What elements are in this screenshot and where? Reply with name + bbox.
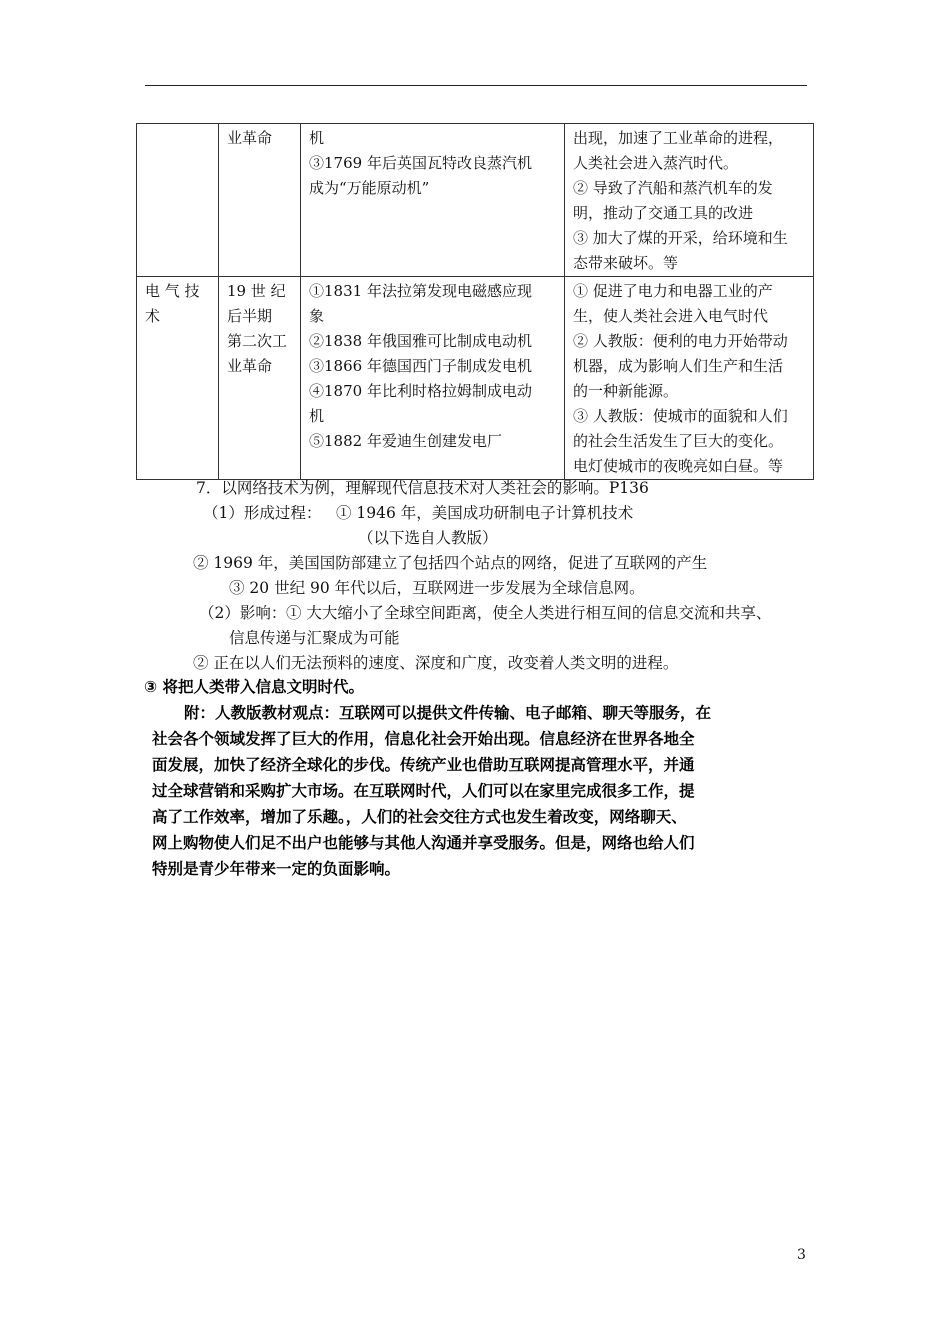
formation-item-3: ③ 20 世纪 90 年代以后，互联网进一步发展为全球信息网。 bbox=[229, 579, 645, 597]
impact-label: （2）影响： bbox=[199, 604, 287, 622]
note-line: 网上购物使人们足不出户也能够与其他人沟通并享受服务。但是，网络也给人们 bbox=[152, 834, 695, 852]
table-cell-field bbox=[137, 124, 219, 277]
impact-item-2: ② 正在以人们无法预料的速度、深度和广度，改变着人类文明的进程。 bbox=[193, 654, 679, 672]
impact-item-1-cont: 信息传递与汇聚成为可能 bbox=[229, 629, 400, 647]
formation-label: （1）形成过程： bbox=[203, 504, 322, 522]
textbook-note bbox=[144, 674, 792, 882]
history-table bbox=[136, 123, 814, 480]
formation-item-2: ② 1969 年，美国国防部建立了包括四个站点的网络，促进了互联网的产生 bbox=[193, 554, 708, 572]
table-cell-time: 业革命 bbox=[219, 124, 301, 277]
section-7-heading: 7．以网络技术为例，理解现代信息技术对人类社会的影响。P136 bbox=[196, 479, 649, 497]
note-line: 社会各个领域发挥了巨大的作用，信息化社会开始出现。信息经济在世界各地全 bbox=[152, 730, 695, 748]
impact-item-1: ① 大大缩小了全球空间距离，使全人类进行相互间的信息交流和共享、 bbox=[286, 604, 772, 622]
table-cell-time: 19 世 纪 后半期 第二次工 业革命 bbox=[219, 277, 301, 480]
formation-note: （以下选自人教版） bbox=[358, 529, 498, 547]
impact-item-3: ③ 将把人类带入信息文明时代。 bbox=[144, 678, 365, 696]
note-line: 面发展，加快了经济全球化的步伐。传统产业也借助互联网提高管理水平，并通 bbox=[152, 756, 695, 774]
page-number: 3 bbox=[797, 1247, 806, 1263]
header-rule bbox=[145, 85, 807, 86]
table-cell-impact: ① 促进了电力和电器工业的产 生，使人类社会进入电气时代 ② 人教版：便利的电力开始带动 机器，成为影响人们生产和生活 的一种新能源。 ③ 人教版：使城市的面貌和人们 的社会生活发生了巨大的变化。 电灯使城市的夜晚亮如白昼。等 bbox=[565, 277, 814, 480]
table-cell-field: 电 气 技 术 bbox=[137, 277, 219, 480]
table-row bbox=[137, 124, 814, 277]
note-line: 特别是青少年带来一定的负面影响。 bbox=[152, 860, 401, 878]
table-row bbox=[137, 277, 814, 480]
note-line: 高了工作效率，增加了乐趣。，人们的社会交往方式也发生着改变，网络聊天、 bbox=[152, 808, 687, 826]
table-cell-events: 机 ③1769 年后英国瓦特改良蒸汽机 成为“万能原动机” bbox=[301, 124, 565, 277]
formation-item-1: ① 1946 年，美国成功研制电子计算机技术 bbox=[336, 504, 634, 522]
table-cell-events: ①1831 年法拉第发现电磁感应现 象 ②1838 年俄国雅可比制成电动机 ③1866 年德国西门子制成发电机 ④1870 年比利时格拉姆制成电动 机 ⑤1882 年爱迪生创建发电厂 bbox=[301, 277, 565, 480]
note-line: 附：人教版教材观点：互联网可以提供文件传输、电子邮箱、聊天等服务，在 bbox=[184, 704, 712, 722]
table-cell-impact: 出现，加速了工业革命的进程， 人类社会进入蒸汽时代。 ② 导致了汽船和蒸汽机车的发 明，推动了交通工具的改进 ③ 加大了煤的开采，给环境和生 态带来破坏。等 bbox=[565, 124, 814, 277]
note-line: 过全球营销和采购扩大市场。在互联网时代，人们可以在家里完成很多工作，提 bbox=[152, 782, 695, 800]
